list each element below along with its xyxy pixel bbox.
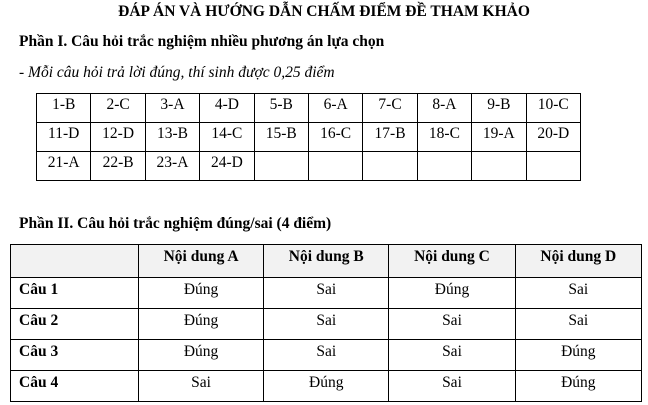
answer-cell: Sai [264, 309, 389, 340]
answer-cell: 10-C [526, 94, 580, 123]
column-header-c: Nội dung C [389, 245, 515, 278]
answer-cell: 23-A [145, 152, 199, 181]
question-label: Câu 3 [11, 340, 139, 371]
part1-heading: Phần I. Câu hỏi trắc nghiệm nhiều phương án lựa chọn [19, 33, 385, 50]
part2-heading: Phần II. Câu hỏi trắc nghiệm đúng/sai (4 điểm) [19, 215, 332, 232]
answer-cell: 2-C [91, 94, 145, 123]
answer-cell [526, 152, 580, 181]
table-row [37, 123, 581, 152]
table-row [37, 152, 581, 181]
answer-cell: Sai [264, 278, 389, 309]
answer-cell: 22-B [91, 152, 145, 181]
answer-cell: Sai [515, 278, 641, 309]
answer-cell: Đúng [515, 371, 641, 402]
answer-cell: 8-A [417, 94, 471, 123]
document-title: ĐÁP ÁN VÀ HƯỚNG DẪN CHẤM ĐIỂM ĐỀ THAM KHẢO [118, 3, 530, 20]
answer-cell: 11-D [37, 123, 91, 152]
answer-cell: Đúng [139, 340, 264, 371]
answer-cell: Sai [264, 340, 389, 371]
answer-cell: 18-C [417, 123, 471, 152]
answer-cell [363, 152, 417, 181]
answer-cell [254, 152, 308, 181]
answer-cell: 5-B [254, 94, 308, 123]
answer-cell [472, 152, 526, 181]
answer-cell: 19-A [472, 123, 526, 152]
table-row [11, 278, 642, 309]
answer-cell: 16-C [308, 123, 362, 152]
table-row [11, 309, 642, 340]
answer-cell: 9-B [472, 94, 526, 123]
answer-cell [308, 152, 362, 181]
answer-cell: Đúng [515, 340, 641, 371]
answer-cell: 17-B [363, 123, 417, 152]
true-false-table [10, 244, 642, 402]
answer-cell: 15-B [254, 123, 308, 152]
answer-cell: 6-A [308, 94, 362, 123]
question-label: Câu 1 [11, 278, 139, 309]
answer-cell: 3-A [145, 94, 199, 123]
answer-cell: 1-B [37, 94, 91, 123]
table-row [11, 371, 642, 402]
table-header-row [11, 245, 642, 278]
answer-cell: 24-D [200, 152, 254, 181]
column-header-a: Nội dung A [139, 245, 264, 278]
answer-cell: 12-D [91, 123, 145, 152]
question-label: Câu 2 [11, 309, 139, 340]
answer-cell: Đúng [139, 309, 264, 340]
answer-cell: Đúng [139, 278, 264, 309]
answer-cell: Đúng [264, 371, 389, 402]
answer-cell: 7-C [363, 94, 417, 123]
answer-cell: Sai [139, 371, 264, 402]
answer-cell: 14-C [200, 123, 254, 152]
answer-cell: Sai [389, 340, 515, 371]
column-header-d: Nội dung D [515, 245, 641, 278]
answer-cell: Sai [515, 309, 641, 340]
question-label: Câu 4 [11, 371, 139, 402]
answer-cell: Sai [389, 371, 515, 402]
part1-scoring-note: - Mỗi câu hỏi trả lời đúng, thí sinh được 0,25 điểm [19, 64, 335, 81]
answer-cell: Sai [389, 309, 515, 340]
answer-cell: 13-B [145, 123, 199, 152]
column-header-b: Nội dung B [264, 245, 389, 278]
answer-cell: 4-D [200, 94, 254, 123]
column-header-blank [11, 245, 139, 278]
answer-cell: 20-D [526, 123, 580, 152]
table-row [37, 94, 581, 123]
answer-cell [417, 152, 471, 181]
answer-cell: 21-A [37, 152, 91, 181]
answer-cell: Đúng [389, 278, 515, 309]
table-row [11, 340, 642, 371]
answer-key-table [36, 93, 581, 181]
